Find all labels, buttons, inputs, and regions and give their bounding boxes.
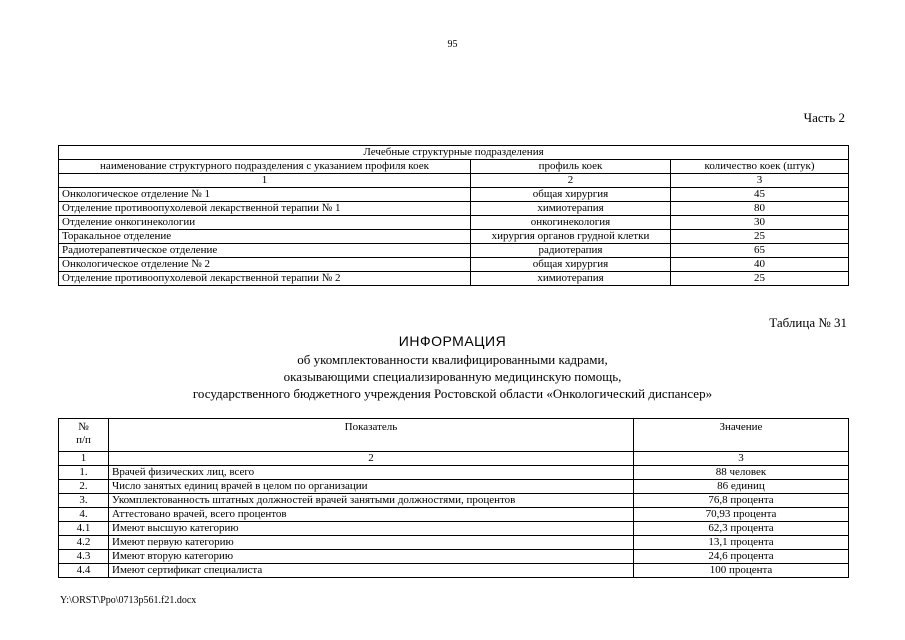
footer-file-path: Y:\ORST\Ppo\0713p561.f21.docx <box>60 595 197 606</box>
department-name: Торакальное отделение <box>59 230 471 244</box>
col-number-3: 3 <box>671 174 849 188</box>
departments-group-header: Лечебные структурные подразделения <box>59 146 849 160</box>
table-row <box>59 216 849 230</box>
value: 62,3 процента <box>634 522 849 536</box>
info-subtitle-2: оказывающими специализированную медицинскую помощь, <box>283 369 622 384</box>
table-row <box>59 244 849 258</box>
indicator: Укомплектованность штатных должностей врачей занятыми должностями, процентов <box>109 494 634 508</box>
col-header-number-line2: п/п <box>76 434 91 446</box>
table-row <box>59 480 849 494</box>
bed-profile: онкогинекология <box>471 216 671 230</box>
table-row <box>59 258 849 272</box>
col-number-3: 3 <box>634 452 849 466</box>
indicator: Число занятых единиц врачей в целом по организации <box>109 480 634 494</box>
bed-count: 80 <box>671 202 849 216</box>
indicator: Имеют высшую категорию <box>109 522 634 536</box>
table-row <box>59 550 849 564</box>
value: 76,8 процента <box>634 494 849 508</box>
bed-profile: химиотерапия <box>471 202 671 216</box>
row-number: 4.1 <box>59 522 109 536</box>
col-header-value: Значение <box>634 419 849 452</box>
departments-table <box>58 145 849 286</box>
col-header-indicator: Показатель <box>109 419 634 452</box>
info-subtitle-3: государственного бюджетного учреждения Ростовской области «Онкологический диспансер» <box>192 386 713 401</box>
value: 100 процента <box>634 564 849 578</box>
bed-count: 30 <box>671 216 849 230</box>
col-header-bed-profile: профиль коек <box>471 160 671 174</box>
col-header-number-line1: № <box>78 421 89 433</box>
table-row <box>59 536 849 550</box>
row-number: 4.3 <box>59 550 109 564</box>
value: 88 человек <box>634 466 849 480</box>
col-header-number <box>59 419 109 452</box>
indicator: Врачей физических лиц, всего <box>109 466 634 480</box>
indicator: Имеют сертификат специалиста <box>109 564 634 578</box>
staffing-table <box>58 418 849 578</box>
bed-count: 25 <box>671 272 849 286</box>
row-number: 4.4 <box>59 564 109 578</box>
table-row <box>59 230 849 244</box>
table-row <box>59 272 849 286</box>
table-number: Таблица № 31 <box>769 315 847 330</box>
bed-count: 45 <box>671 188 849 202</box>
table-row <box>59 466 849 480</box>
row-number: 2. <box>59 480 109 494</box>
col-header-department: наименование структурного подразделения с указанием профиля коек <box>59 160 471 174</box>
department-name: Онкологическое отделение № 1 <box>59 188 471 202</box>
table-row <box>59 522 849 536</box>
row-number: 4. <box>59 508 109 522</box>
col-number-2: 2 <box>471 174 671 188</box>
indicator: Имеют первую категорию <box>109 536 634 550</box>
row-number: 1. <box>59 466 109 480</box>
col-number-1: 1 <box>59 452 109 466</box>
department-name: Радиотерапевтическое отделение <box>59 244 471 258</box>
bed-profile: химиотерапия <box>471 272 671 286</box>
info-title: ИНФОРМАЦИЯ <box>398 333 507 349</box>
table-row <box>59 508 849 522</box>
table-row <box>59 494 849 508</box>
department-name: Отделение противоопухолевой лекарственной терапии № 1 <box>59 202 471 216</box>
col-number-1: 1 <box>59 174 471 188</box>
bed-count: 25 <box>671 230 849 244</box>
value: 86 единиц <box>634 480 849 494</box>
part-label: Часть 2 <box>803 110 845 125</box>
department-name: Онкологическое отделение № 2 <box>59 258 471 272</box>
value: 24,6 процента <box>634 550 849 564</box>
value: 13,1 процента <box>634 536 849 550</box>
table-row <box>59 564 849 578</box>
table-row <box>59 202 849 216</box>
col-header-bed-count: количество коек (штук) <box>671 160 849 174</box>
page-number: 95 <box>447 39 458 50</box>
bed-profile: общая хирургия <box>471 258 671 272</box>
bed-profile: общая хирургия <box>471 188 671 202</box>
value: 70,93 процента <box>634 508 849 522</box>
bed-count: 40 <box>671 258 849 272</box>
table-row <box>59 188 849 202</box>
indicator: Имеют вторую категорию <box>109 550 634 564</box>
bed-count: 65 <box>671 244 849 258</box>
col-number-2: 2 <box>109 452 634 466</box>
bed-profile: радиотерапия <box>471 244 671 258</box>
row-number: 4.2 <box>59 536 109 550</box>
info-subtitle-1: об укомплектованности квалифицированными кадрами, <box>297 352 608 367</box>
department-name: Отделение противоопухолевой лекарственной терапии № 2 <box>59 272 471 286</box>
department-name: Отделение онкогинекологии <box>59 216 471 230</box>
indicator: Аттестовано врачей, всего процентов <box>109 508 634 522</box>
bed-profile: хирургия органов грудной клетки <box>471 230 671 244</box>
row-number: 3. <box>59 494 109 508</box>
